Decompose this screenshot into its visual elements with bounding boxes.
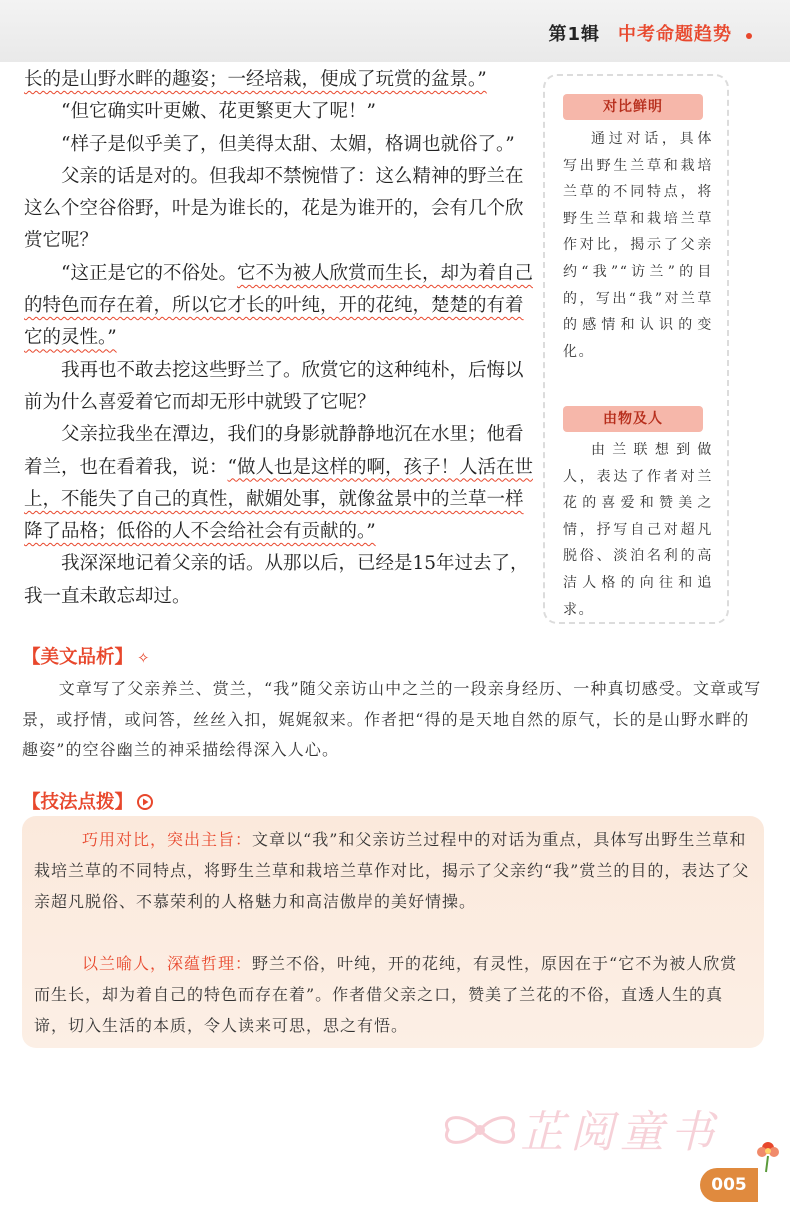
tips-title: 【技法点拨】 xyxy=(22,792,134,813)
page-number: 005 xyxy=(711,1175,747,1195)
paragraph xyxy=(24,419,534,548)
note-tag: 由物及人 xyxy=(563,406,703,432)
flower-icon xyxy=(754,1138,782,1174)
paragraph: “样子是似乎美了，但美得太甜、太媚，格调也就俗了。” xyxy=(61,133,515,155)
page-header xyxy=(0,0,790,62)
analysis-heading xyxy=(22,643,150,669)
header-dot-icon xyxy=(746,33,752,39)
tip-item xyxy=(34,948,754,1041)
margin-notes xyxy=(543,74,729,624)
paragraph: 我深深地记着父亲的话。从那以后，已经是15年过去了，我一直未敢忘却过。 xyxy=(24,553,529,607)
highlighted-quote: “做人也是这样的啊，孩子！人活在世上，不能失了自己的真性，献媚处事，就像盆景中的兰草一样降了品格；低俗的人不会给社会有贡献的。” xyxy=(24,456,533,543)
paragraph: 父亲的话是对的。但我却不禁惋惜了：这么精神的野兰在这么个空谷俗野，叶是为谁长的，花是为谁开的，会有几个欣赏它呢？ xyxy=(24,165,524,252)
highlighted-sentence: 长的是山野水畔的趣姿；一经培栽，便成了玩赏的盆景。” xyxy=(24,69,487,90)
volume-label: 第1辑 xyxy=(548,24,600,45)
sentence: 父亲拉我坐在潭边，我们的身影就静静地沉在水里；他看着兰，也在看着我，说： xyxy=(24,424,524,478)
tips-heading xyxy=(22,788,153,814)
paragraph: “但它确实叶更嫩、花更繁更大了呢！” xyxy=(61,101,376,123)
publisher-watermark: 芷阅童书 xyxy=(520,1107,720,1158)
tip-lead: 巧用对比，突出主旨： xyxy=(82,830,253,849)
note-text: 通过对话，具体写出野生兰草和栽培兰草的不同特点，将野生兰草和栽培兰草作对比，揭示了父亲约“我”“访兰”的目的，写出“我”对兰草的感情和认识的变化。 xyxy=(563,131,713,360)
tip-text: 文章以“我”和父亲访兰过程中的对话为重点，具体写出野生兰草和栽培兰草的不同特点，将野生兰草和栽培兰草作对比，揭示了父亲约“我”赏兰的目的，表达了父亲超凡脱俗、不慕荣利的人格魅力和高洁傲岸的美好情操。 xyxy=(34,830,750,911)
analysis-text: 文章写了父亲养兰、赏兰，“我”随父亲访山中之兰的一段亲身经历、一种真切感受。文章或写景，或抒情，或问答，丝丝入扣，娓娓叙来。作者把“得的是天地自然的原气，长的是山野水畔的趣姿”的空谷幽兰的神采描绘得深入人心。 xyxy=(22,679,762,759)
running-head xyxy=(548,20,732,46)
sentence: “这正是它的不俗处。 xyxy=(61,262,237,284)
page-number-tab xyxy=(700,1168,758,1202)
highlighted-sentence: 它不为被人欣赏而生长，却为着自己的特色而存在着，所以它才长的叶纯，开的花纯，楚楚的有着它的灵性。” xyxy=(24,262,533,349)
tip-lead: 以兰喻人，深蕴哲理： xyxy=(82,954,253,973)
tips-panel xyxy=(22,816,764,1048)
section-title: 中考命题趋势 xyxy=(618,24,732,45)
story-body xyxy=(24,64,534,613)
note-text: 由兰联想到做人，表达了作者对兰花的喜爱和赞美之情，抒写自己对超凡脱俗、淡泊名利的高洁人格的向往和追求。 xyxy=(563,442,713,618)
paragraph: 我再也不敢去挖这些野兰了。欣赏它的这种纯朴，后悔以前为什么喜爱着它而却无形中就毁了它呢？ xyxy=(24,359,524,413)
bow-icon xyxy=(430,1110,530,1150)
tip-text: 野兰不俗，叶纯，开的花纯，有灵性，原因在于“它不为被人欣赏而生长，却为着自己的特色而存在着”。作者借父亲之口，赞美了兰花的不俗，直透人生的真谛，切入生活的本质，令人读来可思，思之有悟。 xyxy=(34,954,738,1035)
tip-item xyxy=(34,824,754,917)
note-tag: 对比鲜明 xyxy=(563,94,703,120)
play-circle-icon xyxy=(137,794,153,812)
analysis-title: 【美文品析】 xyxy=(22,647,134,668)
paragraph xyxy=(24,64,534,96)
sparkle-icon: ✧ xyxy=(137,649,150,667)
paragraph xyxy=(24,258,534,355)
